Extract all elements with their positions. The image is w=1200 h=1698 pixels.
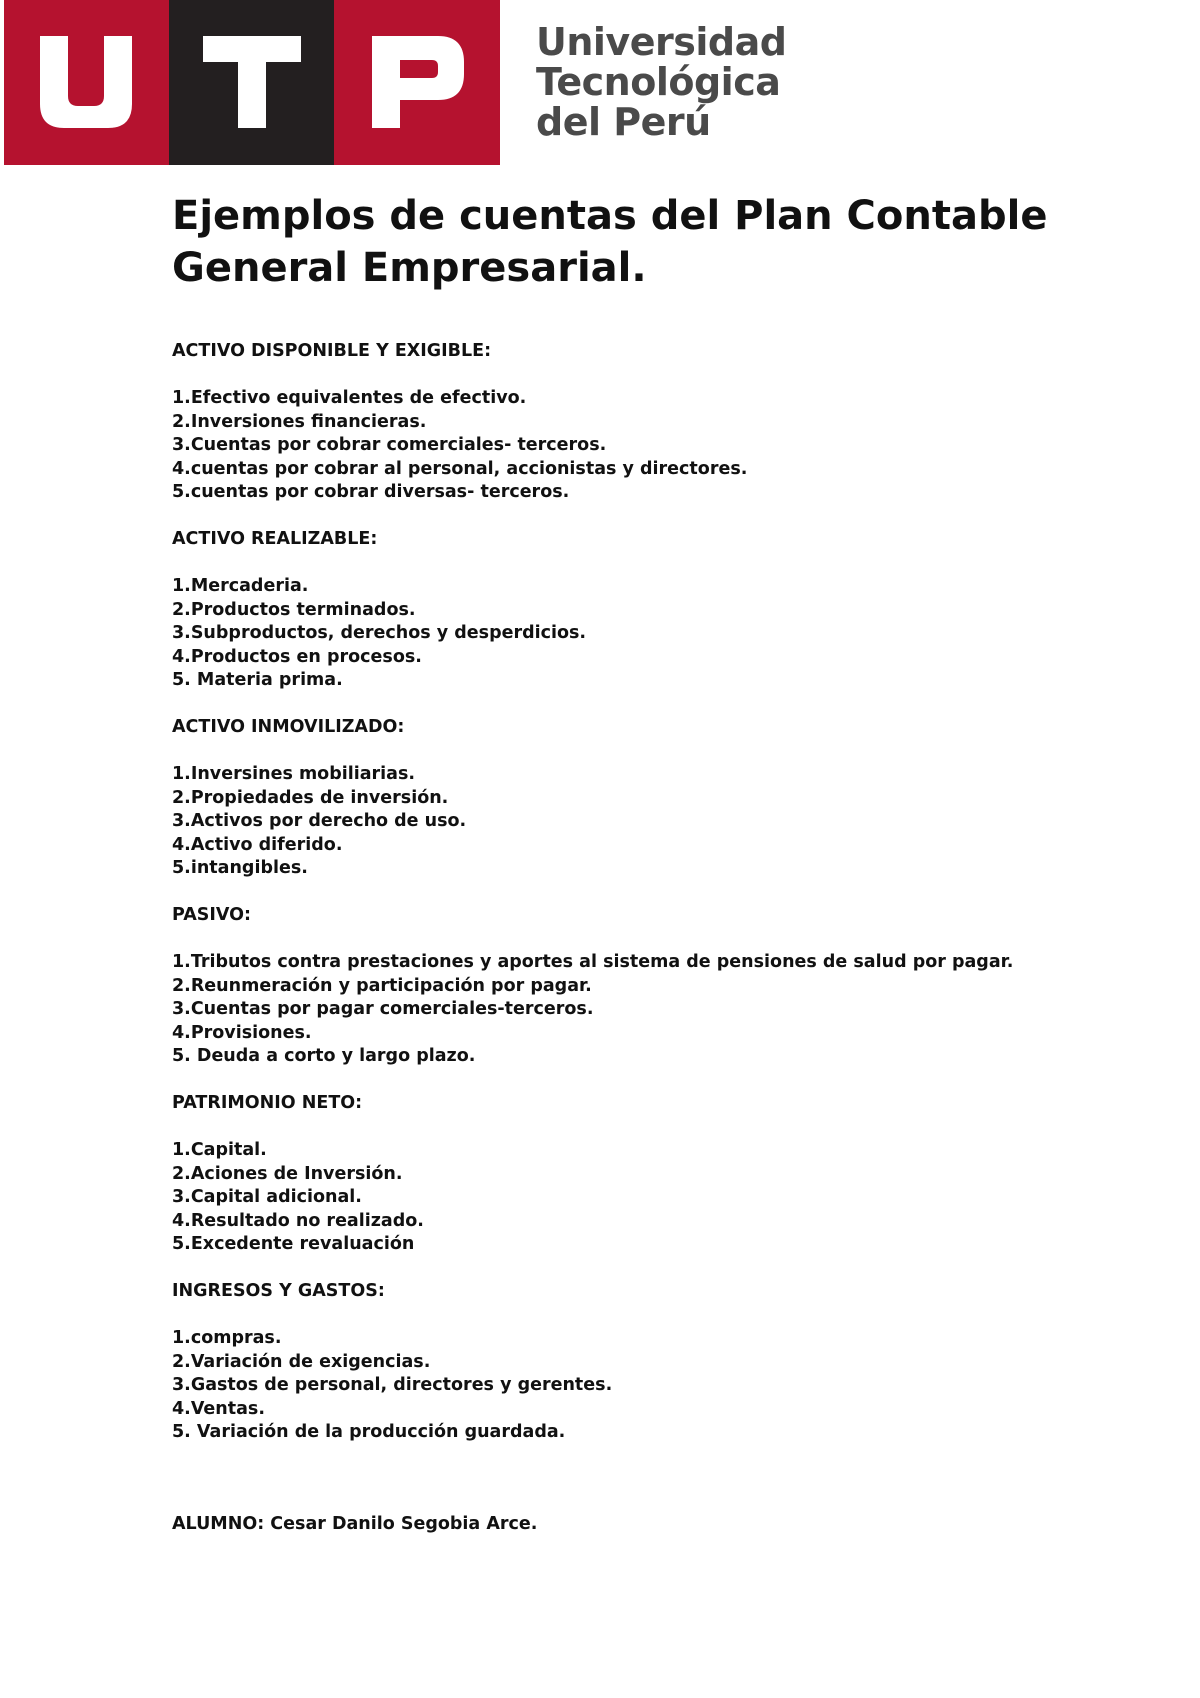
list-item: 1.Inversines mobiliarias. <box>172 764 416 784</box>
section-list <box>172 763 1172 881</box>
list-item: 3.Cuentas por cobrar comerciales- terceros. <box>172 435 607 455</box>
section-activo-disponible <box>172 340 1172 505</box>
list-item: 5. Deuda a corto y largo plazo. <box>172 1046 476 1066</box>
section-activo-inmovilizado <box>172 716 1172 881</box>
list-item: 1.Capital. <box>172 1140 267 1160</box>
list-item: 3.Capital adicional. <box>172 1187 362 1207</box>
list-item: 5.Excedente revaluación <box>172 1234 415 1254</box>
section-list <box>172 951 1172 1069</box>
utp-logo <box>4 0 500 165</box>
list-item: 5. Materia prima. <box>172 670 343 690</box>
list-item: 3.Cuentas por pagar comerciales-terceros. <box>172 999 594 1019</box>
logo-letter-u <box>4 0 169 165</box>
list-item: 3.Subproductos, derechos y desperdicios. <box>172 623 587 643</box>
university-name <box>536 22 786 142</box>
list-item: 1.Mercaderia. <box>172 576 309 596</box>
university-name-line2: Tecnológica <box>536 60 781 104</box>
list-item: 1.Tributos contra prestaciones y aportes al sistema de pensiones de salud por pagar. <box>172 952 1014 972</box>
list-item: 4.cuentas por cobrar al personal, accionistas y directores. <box>172 458 748 479</box>
section-pasivo <box>172 904 1172 1069</box>
list-item: 5.intangibles. <box>172 858 308 878</box>
list-item: 1.Efectivo equivalentes de efectivo. <box>172 388 527 408</box>
section-heading: ACTIVO INMOVILIZADO: <box>172 717 405 737</box>
list-item: 2.Aciones de Inversión. <box>172 1163 403 1184</box>
page-title-line1: Ejemplos de cuentas del Plan Contable <box>172 193 1048 239</box>
section-heading: INGRESOS Y GASTOS: <box>172 1281 385 1301</box>
list-item: 5.cuentas por cobrar diversas- terceros. <box>172 482 570 502</box>
list-item: 2.Productos terminados. <box>172 599 416 620</box>
university-name-line1: Universidad <box>536 20 787 64</box>
list-item: 4.Provisiones. <box>172 1022 312 1043</box>
logo-letter-t <box>169 0 334 165</box>
list-item: 2.Inversiones financieras. <box>172 411 427 432</box>
section-heading: ACTIVO DISPONIBLE Y EXIGIBLE: <box>172 341 492 361</box>
list-item: 2.Reunmeración y participación por pagar. <box>172 975 592 996</box>
section-list <box>172 575 1172 693</box>
section-activo-realizable <box>172 528 1172 693</box>
page-title <box>172 190 1072 294</box>
list-item: 1.compras. <box>172 1328 282 1348</box>
list-item: 2.Propiedades de inversión. <box>172 787 449 808</box>
page-title-line2: General Empresarial. <box>172 245 647 291</box>
list-item: 4.Resultado no realizado. <box>172 1210 424 1231</box>
list-item: 4.Productos en procesos. <box>172 646 422 667</box>
list-item: 2.Variación de exigencias. <box>172 1351 431 1372</box>
section-heading: PATRIMONIO NETO: <box>172 1093 363 1113</box>
section-ingresos-gastos <box>172 1280 1172 1445</box>
list-item: 3.Gastos de personal, directores y gerentes. <box>172 1375 613 1395</box>
section-list <box>172 1327 1172 1445</box>
list-item: 4.Ventas. <box>172 1398 265 1419</box>
section-list <box>172 387 1172 505</box>
section-patrimonio-neto <box>172 1092 1172 1257</box>
list-item: 4.Activo diferido. <box>172 834 343 855</box>
section-heading: PASIVO: <box>172 905 251 925</box>
document-body <box>172 340 1172 1468</box>
list-item: 5. Variación de la producción guardada. <box>172 1422 566 1442</box>
logo-letter-p <box>334 0 499 165</box>
student-name: ALUMNO: Cesar Danilo Segobia Arce. <box>172 1514 538 1534</box>
section-heading: ACTIVO REALIZABLE: <box>172 529 378 549</box>
list-item: 3.Activos por derecho de uso. <box>172 811 467 831</box>
university-name-line3: del Perú <box>536 100 711 144</box>
section-list <box>172 1139 1172 1257</box>
